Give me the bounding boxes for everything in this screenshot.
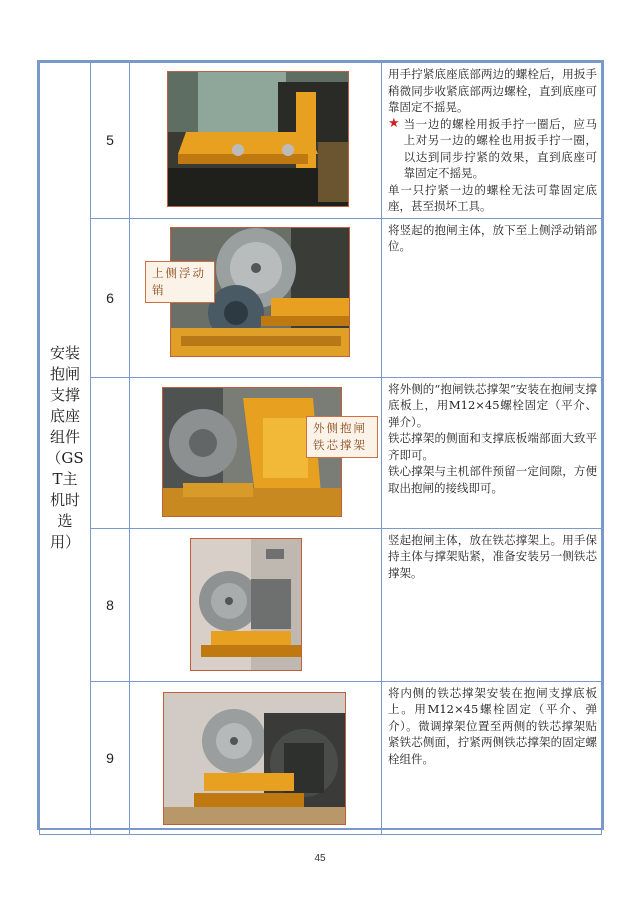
desc-text: 铁芯撑架的侧面和支撑底板端部面大致平齐即可。 bbox=[388, 431, 597, 462]
desc-text: 单一只拧紧一边的螺栓无法可靠固定底座，甚至损坏工具。 bbox=[388, 182, 597, 213]
category-line: 选 bbox=[57, 512, 73, 531]
procedure-table bbox=[37, 60, 604, 830]
category-line: 用） bbox=[49, 533, 80, 552]
step-number: 5 bbox=[91, 63, 130, 219]
category-line: （GS bbox=[46, 449, 84, 468]
category-line: T主 bbox=[52, 470, 78, 489]
photo-label: 外侧抱闸铁芯撑架 bbox=[306, 416, 378, 458]
page-number: 45 bbox=[314, 853, 326, 864]
note-text: 当一边的螺栓用扳手拧一圈后，应马上对另一边的螺栓也用扳手拧一圈，以达到同步拧紧的效果，直到底座可靠固定不摇晃。 bbox=[403, 116, 597, 180]
step-number bbox=[91, 377, 130, 528]
table-row bbox=[40, 528, 602, 681]
desc-text: 竖起抱闸主体，放在铁芯撑架上。用手保持主体与撑架贴紧，准备安装另一侧铁芯撑架。 bbox=[388, 532, 597, 580]
category-line: 支撑 bbox=[49, 386, 80, 405]
step-number: 9 bbox=[91, 681, 130, 834]
category-line: 安装 bbox=[49, 344, 80, 363]
photo-label: 上侧浮动销 bbox=[145, 261, 215, 303]
step-number: 6 bbox=[91, 218, 130, 377]
step-photo-cell bbox=[130, 377, 382, 528]
warning-note bbox=[388, 116, 597, 182]
desc-text: 将竖起的抱闸主体，放下至上侧浮动销部位。 bbox=[388, 222, 597, 253]
desc-text: 将内侧的铁芯撑架安装在抱闸支撑底板上。用M12×45螺栓固定（平介、弹介）。微调撑架位置至两侧的铁芯撑架贴紧铁芯侧面，拧紧两侧铁芯撑架的固定螺栓组件。 bbox=[388, 685, 597, 766]
category-line: 抱闸 bbox=[49, 365, 80, 384]
step-description bbox=[382, 63, 602, 219]
category-line: 机时 bbox=[49, 491, 80, 510]
step-description bbox=[382, 681, 602, 834]
step-photo bbox=[163, 692, 346, 825]
step-number: 8 bbox=[91, 528, 130, 681]
category-line: 底座 bbox=[49, 407, 80, 426]
step-photo-cell bbox=[130, 528, 382, 681]
step-description bbox=[382, 218, 602, 377]
star-icon: ★ bbox=[388, 115, 400, 131]
step-description bbox=[382, 377, 602, 528]
step-photo bbox=[190, 538, 302, 671]
table-row bbox=[40, 218, 602, 377]
step-photo-cell bbox=[130, 63, 382, 219]
table-row bbox=[40, 377, 602, 528]
step-photo-cell bbox=[130, 681, 382, 834]
desc-text: 铁心撑架与主机部件预留一定间隙，方便取出抱闸的接线即可。 bbox=[388, 464, 597, 495]
desc-text: 用手拧紧底座底部两边的螺栓后，用扳手稍微同步收紧底部两边螺栓，直到底座可靠固定不摇晃。 bbox=[388, 67, 597, 114]
desc-text: 将外侧的“抱闸铁芯撑架”安装在抱闸支撑底板上，用M12×45螺栓固定（平介、弹介）。 bbox=[388, 381, 597, 429]
step-photo-cell bbox=[130, 218, 382, 377]
table-row bbox=[40, 681, 602, 834]
table-row bbox=[40, 63, 602, 219]
category-cell bbox=[40, 63, 91, 835]
step-photo bbox=[167, 71, 349, 207]
step-description bbox=[382, 528, 602, 681]
category-line: 组件 bbox=[49, 428, 80, 447]
